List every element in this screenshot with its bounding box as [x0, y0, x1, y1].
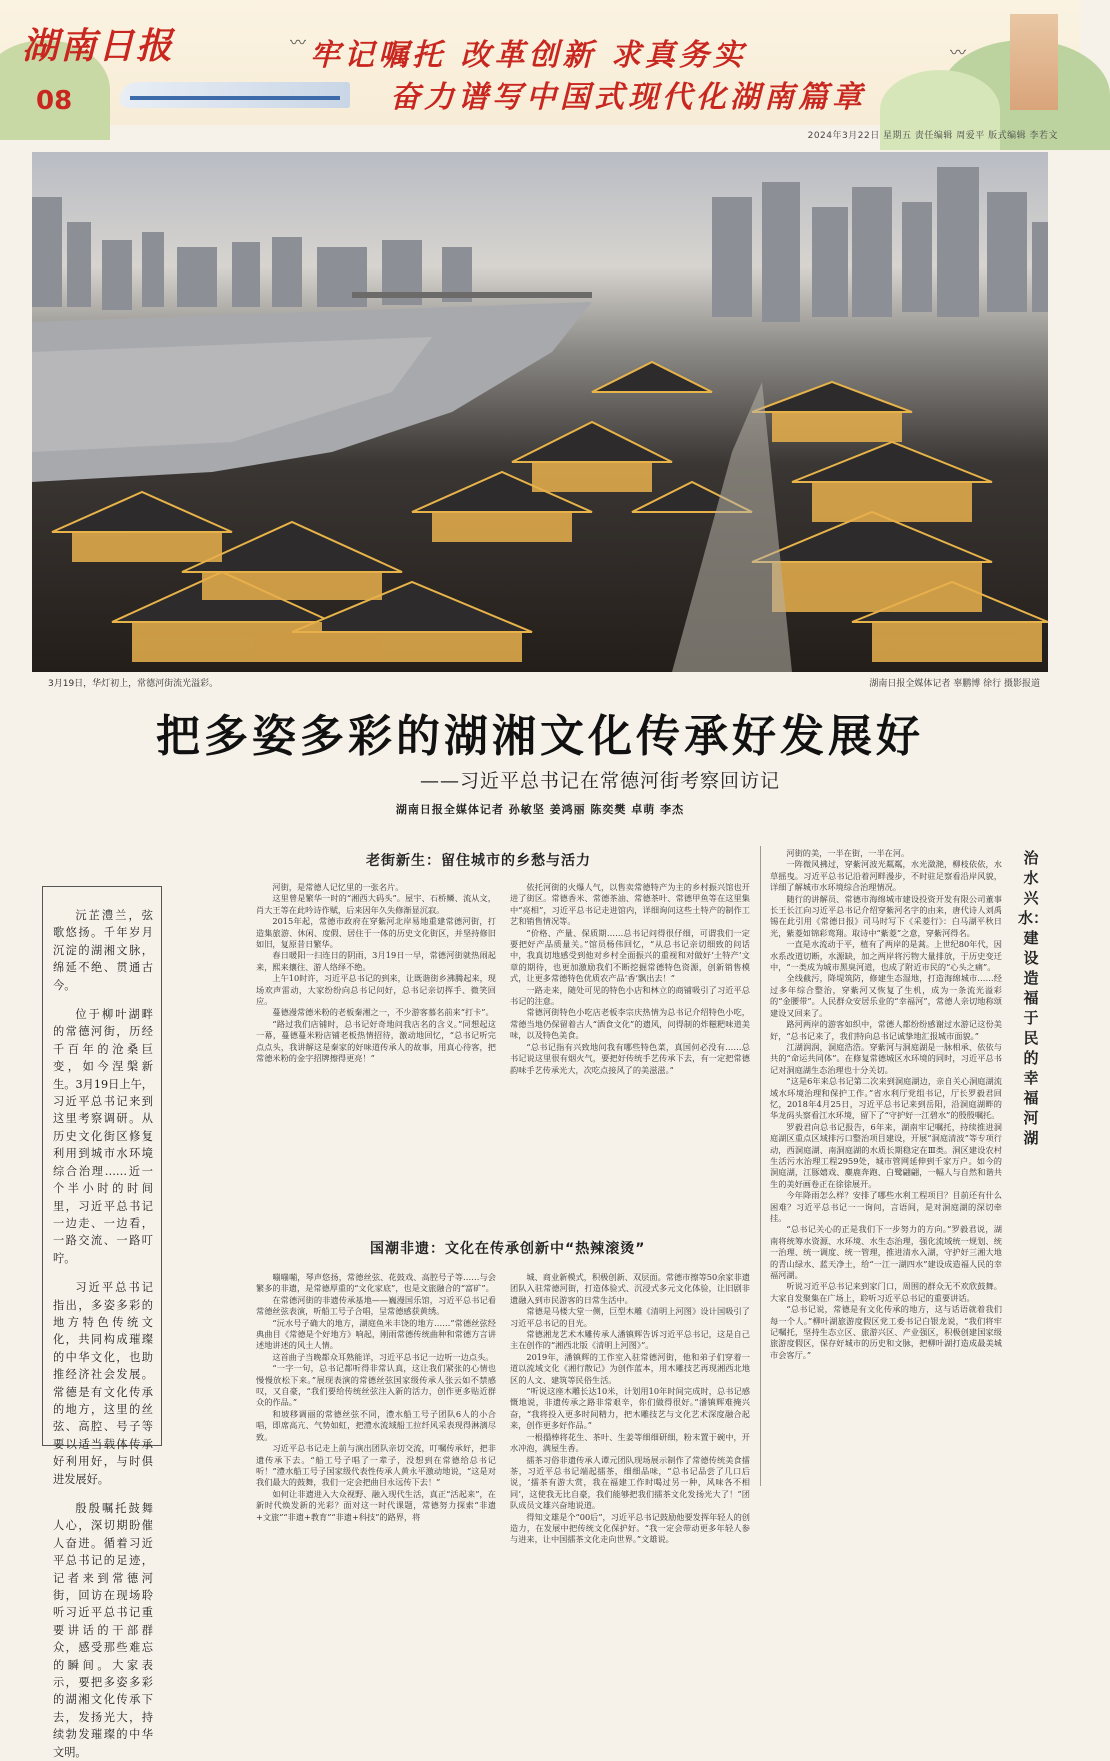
- paragraph: “这是6年来总书记第二次来到洞庭湖边，亲自关心洞庭湖流域水环境治理和保护工作。”省水利厅党组书记，厅长罗毅君回忆，2018年4月25日，习近平总书记来到岳阳，沿洞庭湖畔的华龙码头察看江水环境，留下了“守护好一江碧水”的殷殷嘱托。: [770, 1076, 1002, 1121]
- paragraph: 一根搨棒将花生、茶叶、生姜等细细研细，粉末置于碗中，开水冲泡，满屋生香。: [510, 1431, 750, 1454]
- bird-icon: 〰: [290, 33, 307, 52]
- paragraph: 一路走来，随处可见的特色小店和林立的商铺吸引了习近平总书记的注意。: [510, 984, 750, 1007]
- paragraph: 这首曲子当晚都众耳熟能详，习近平总书记一边听一边点头。: [272, 1351, 494, 1362]
- photo-caption: 3月19日，华灯初上，常德河街流光溢彩。: [48, 679, 219, 689]
- paragraph: 全线截污，降堤筑防，修建生态湿地，打造海绵城市……经过多年综合整治，穿紫河又恢复了生机，成为一条流光溢彩的“金腰带”。人民群众安居乐业的“幸福河”，常德人亲切地称颂建设又回来了。: [770, 973, 1002, 1018]
- masthead: [0, 0, 1080, 125]
- paragraph: 常德湘龙艺术木雕传承人潘镇辉告诉习近平总书记，这是自己主在创作的“湘西北版《清明上河图》”。: [510, 1329, 750, 1351]
- slogan-line-2: 奋力谱写中国式现代化湖南篇章: [390, 80, 866, 115]
- slogan-line-1: 牢记嘱托 改革创新 求真务实: [310, 38, 747, 73]
- paragraph: 得知文雄是个“00后”，习近平总书记鼓励他要发挥年轻人的创造力，在发展中把传统文化保护好。“我一定会带动更多年轻人参与进来，让中国擂茶文化走向世界。”文雄说。: [510, 1511, 750, 1545]
- paragraph: 常德是马楼大堂一侧，巨型木雕《清明上河图》设计国吸引了习近平总书记的目光。: [510, 1306, 750, 1328]
- lead-photo: [32, 152, 1048, 672]
- paragraph: 和坡移调丽的常德丝弦不同，澧水船工号子团队6人的小合唱，即席高亢、气势如虹，把澧水流域船工拉纤风采表现得淋漓尽致。: [256, 1408, 496, 1442]
- paragraph: 今年降雨怎么样？安排了哪些水利工程项目？目前还有什么困难？习近平总书记一一询问，言语间，是对洞庭湖的深切牵挂。: [770, 1190, 1002, 1223]
- paragraph: 城、商业新模式，积极创新、双层面。常德市擦等50余家非遗团队入驻常德河街，打造体验式、沉浸式多元文化体验，让旧剧非遗融入到市民游客的日常生活中。: [510, 1272, 750, 1305]
- paragraph: 常德河街特色小吃店老板李宗庆热情为总书记介绍特色小吃，常德当地仍保留着古人“酒食文化”的遗风，问得制的炸糍粑味道美味，以及特色美食。: [510, 1007, 750, 1041]
- intro-paragraph: 位于柳叶湖畔的常德河街，历经千百年的沧桑巨变，如今涅槃新生。3月19日上午，习近平总书记来到这里考察调研。从历史文化街区修复利用到城市水环境综合治理……近一个半小时的时间里，习近平总书记一边走、一边看，一路交流、一路叮咛。: [53, 1008, 153, 1265]
- paragraph: “一字一句，总书记都听得非常认真，这让我们紧张的心情也慢慢放松下来。”展现表演的常德丝弦国家级传承人张云如不禁感叹，又自豪，“我们要给传统丝弦注入新的活力，创作更多贴近群众的作品。”: [256, 1363, 496, 1408]
- section1-column-2: [510, 882, 750, 1190]
- article-byline: 湖南日报全媒体记者 孙敏坚 姜鸿丽 陈奕樊 卓萌 李杰: [395, 803, 685, 816]
- paragraph: 依托河街的火爆人气，以售卖常德特产为主的乡村振兴馆也开进了街区。常德香米、常德茶油、常德茶叶、常德甲鱼等在这里集中“亮相”，习近平总书记走进馆内，详细询问这些土特产的制作工艺和销售情况等。: [510, 882, 750, 927]
- paragraph: 一直是水流动于平，植有了两岸的是蒿。上世纪80年代，因水系改道切断，水源缺，加之两岸将污物大量排放，于历史变迁中，“一类成为城市黑臭河道，也成了附近市民的“心头之痛”。: [770, 939, 1002, 973]
- paragraph: 罗毅君向总书记报告，6年来，湖南牢记嘱托，持续推进洞庭湖区重点区域排污口整治项目建设，开展“洞庭清波”等专项行动，西洞庭湖、南洞庭湖的水质长期稳定在Ⅲ类。洞区建设农村生活污水治理工程2959处，城市管网延伸到千家万户。如今的洞庭湖，江豚嬉戏、麋鹿奔跑、白鹭翩翩，一幅人与自然和谐共生的美好画卷正在徐徐展开。: [770, 1121, 1002, 1189]
- paragraph: 听说习近平总书记来到家门口，周围的群众无不欢欣鼓舞。大家自发聚集在广场上，聆听习近平总书记的重要讲话。: [770, 1281, 1002, 1303]
- section-title-old-street: 老街新生：留住城市的乡愁与活力: [366, 853, 591, 869]
- paragraph: “总书记关心的正是我们下一步努力的方向。”罗毅君说，湖南将统筹水资源、水环境、水生态治理，强化流域统一规划、统一治理、统一调度、统一管理，推进清水入湖，守护好三湘大地的青山绿水、蓝天净土，给“一江一湖四水”建设成造福人民的幸福河湖。: [770, 1224, 1002, 1281]
- paragraph: 河街的美，一半在街，一半在河。: [786, 848, 910, 858]
- paragraph: “总书记指有兴致地问我有哪些特色菜，真国何必没有……总书记说这里很有烟火气，要把好传统手艺传承下去，有一定把常德韵味手艺传承光大，次吃点接风了的美滋滋。”: [510, 1041, 750, 1075]
- paragraph: 江湖润润，洞庭浩浩。穿紫河与洞庭湖是一脉相承、依依与共的“命运共同体”。在修复常德城区水环境的同时，习近平总书记对洞庭湖生态治理也十分关切。: [770, 1041, 1002, 1075]
- intro-paragraph: 习近平总书记指出，多姿多彩的地方特色传统文化，共同构成璀璨的中华文化，也助推经济社会发展。常德是有文化传承的地方，这里的丝弦、高腔、号子等要以适当载体传承好利用好，与时俱进发展好。: [53, 1281, 153, 1486]
- photo-credit: 湖南日报全媒体记者 辜鹏博 徐行 摄影报道: [869, 679, 1040, 689]
- paragraph: 嘣嘣嘣，琴声悠扬，常德丝弦、花鼓戏、高腔号子等……与会繁多的非遗，是常德厚重的“文化家底”，也是文旅融合的“富矿”。: [256, 1272, 496, 1294]
- edition-meta: 2024年3月22日 星期五 责任编辑 周爱平 版式编辑 李若文: [807, 131, 1058, 141]
- paragraph: 如何让非遗进入大众视野、融入现代生活，真正“活起来”，在新时代焕发新的光彩？面对这一时代课题，常德努力探索“非遗+文旅”“非遗+教育”“非遗+科技”的路界，将: [256, 1488, 496, 1522]
- paragraph: 这里曾是繁华一时的“湘西大码头”。屋宇、石桥鳞、流从文，肖大王等在此吟诗作赋，后来因年久失修渐显沉寂。: [256, 893, 496, 915]
- paragraph: 路河两岸的游客如织中，常德人都纷纷感谢过水游记这份美好，“总书记来了，我们特向总书记诚挚地汇报城市面貌。”: [770, 1019, 1002, 1041]
- building-decoration: [1010, 14, 1058, 110]
- article-subheadline: ——习近平总书记在常德河街考察回访记: [420, 770, 781, 792]
- intro-paragraph: 殷殷嘱托鼓舞人心，深切期盼催人奋进。循着习近平总书记的足迹，记者来到常德河街，回访在现场聆听习近平总书记重要讲话的干部群众，感受那些难忘的瞬间。大家表示，要把多姿多彩的湖湘文化传承下去，发扬光大，持续勃发璀璨的中华文明。: [53, 1502, 153, 1759]
- page-number: 08: [36, 86, 73, 116]
- train-illustration: [120, 82, 350, 108]
- paragraph: “总书记说，常德是有文化传承的地方，这与话语就着我们每一个人。”柳叶湖旅游度假区党工委书记白银龙说，“我们将牢记嘱托，坚持生态立区、旅游兴区、产业强区，积极创建国家级旅游度假区，保存好城市的历史和文脉，把柳叶湖打造成最美城市会客厅。”: [770, 1304, 1002, 1360]
- bird-icon: 〰: [950, 43, 967, 62]
- paragraph: 2015年起，常德市政府在穿紫河北岸易地重建常德河街，打造集旅游、休闲、度假、居住于一体的历史文化街区，并坚持修旧如旧，复原昔日繁华。: [256, 916, 496, 950]
- column-divider: [760, 846, 761, 1486]
- paragraph: “听说这座木雕长达10米，计划用10年时间完成时，总书记感慨地说，非遗传承之路非常艰辛，你们做得很好。”潘镇辉难掩兴奋，“我将投入更多时间精力，把木雕技艺与文化艺术深度融合起来，创作更多好作品。”: [510, 1386, 750, 1431]
- newspaper-logo: 湖南日报: [22, 25, 175, 67]
- paragraph: 擂茶习俗非遗传承人谭元团队现场展示制作了常德传统美食擂茶，习近平总书记端起擂茶，细细品味，“总书记品尝了几口后说，‘擂茶有游大赏，我在福建工作时喝过另一种，风味各不相同’，这使我无比自豪，我们能够把我们擂茶文化发扬光大了！”团队成员文雄兴奋地说道。: [510, 1454, 750, 1511]
- intro-paragraph: 沅芷澧兰，弦歌悠扬。千年岁月沉淀的湖湘文脉，绵延不绝、贯通古今。: [53, 909, 153, 992]
- paragraph: “路过我们店铺时，总书记好奇地问我店名的含义。”同想起这一幕，蔓德蔓米粉店铺老板热情招待，激动地回忆，“总书记听完点点头，我讲解这是秦家的好味道传承人的故事，用真心待客，把常德米粉的金字招牌擦得更亮！”: [256, 1018, 496, 1064]
- section1-column-1: [256, 882, 496, 1190]
- section-title-intangible-heritage: 国潮非遗：文化在传承创新中“热辣滚烫”: [370, 1241, 646, 1257]
- night-river-street-illustration: [32, 152, 1048, 672]
- side-section-title: 治水兴水：建设造福于民的幸福河湖: [1018, 849, 1049, 1147]
- article-headline: 把多姿多彩的湖湘文化传承好发展好: [156, 711, 924, 762]
- paragraph: 春日暖阳一扫连日的阴雨，3月19日一早，常德河街就热闹起来，熙来攘往、游人络绎不绝。: [256, 950, 496, 972]
- paragraph: “沅水号子确大的地方，湖庭鱼米丰饶的地方……”常德丝弦经典曲目《常德是个好地方》响起，刚雨常德传统曲种和常德方言讲述地讲述的风土人情。: [256, 1317, 496, 1351]
- section2-column-2: [510, 1272, 750, 1545]
- intro-box: [42, 886, 162, 1759]
- paragraph: 上午10时许，习近平总书记的到来，让既谐街乡沸腾起来，现场欢声雷动，大家纷纷向总书记问好，总书记亲切挥手、微笑回应。: [256, 973, 496, 1007]
- section2-column-1: [256, 1272, 496, 1522]
- paragraph: “价格、产量、保质期……总书记问得很仔细，可谓我们一定要把好产品质量关。”馆员杨伟回忆，“从总书记亲切细致的问话中，我真切地感受到他对乡村全面振兴的重视和对做好‘土特产’文章的期待，也更加激励我们不断挖掘常德特色资源，创新销售模式，让更多常德特色优质农产品‘香’飘出去！”: [510, 927, 750, 984]
- paragraph: 一阵微风拂过，穿紫河波光粼粼，水光潋滟，柳枝依依，水草摇曳。习近平总书记沿着河畔漫步，不时驻足察看沿岸风貌，详细了解城市水环境综合治理情况。: [770, 859, 1002, 893]
- paragraph: 河街，是常德人记忆里的一张名片。: [272, 882, 404, 892]
- section3-column: [770, 848, 1002, 1488]
- paragraph: 蔓德漫常德米粉的老板秦湘之一，不少游客慕名前来“打卡”。: [272, 1007, 494, 1018]
- paragraph: 习近平总书记走上前与演出团队亲切交流，叮嘱传承好，把非遗传承下去。“船工号子唱了一辈子，没想到在常德给总书记听！”澧水船工号子国家级代表性传承人黄永平激动地说，“这是对我们最大的鼓舞，我们一定会把曲目永远传下去！”: [256, 1443, 496, 1488]
- paragraph: 随行的讲解员、常德市海绵城市建设投资开发有限公司董事长王长江向习近平总书记介绍穿紫河名字的由来，唐代诗人刘禹锡在此引用《常德日报》司马时写下《采菱行》：白马湖平秋日光，紫菱如锦彩鸾翔。取诗中“紫菱”之意，穿紫河得名。: [770, 893, 1002, 938]
- paragraph: 在常德河街的非遗传承基地——巍漫国乐馆，习近平总书记看常德丝弦表演，听船工号子合唱，呈常德感获黄绣。: [256, 1294, 496, 1317]
- paragraph: 2019年，潘镇辉的工作室入驻常德河街，他和弟子们穿着一道以流域文化《湘行散记》为创作蓝本，用木雕技艺再现湘西北地区的人文、建筑等民俗生活。: [510, 1351, 750, 1385]
